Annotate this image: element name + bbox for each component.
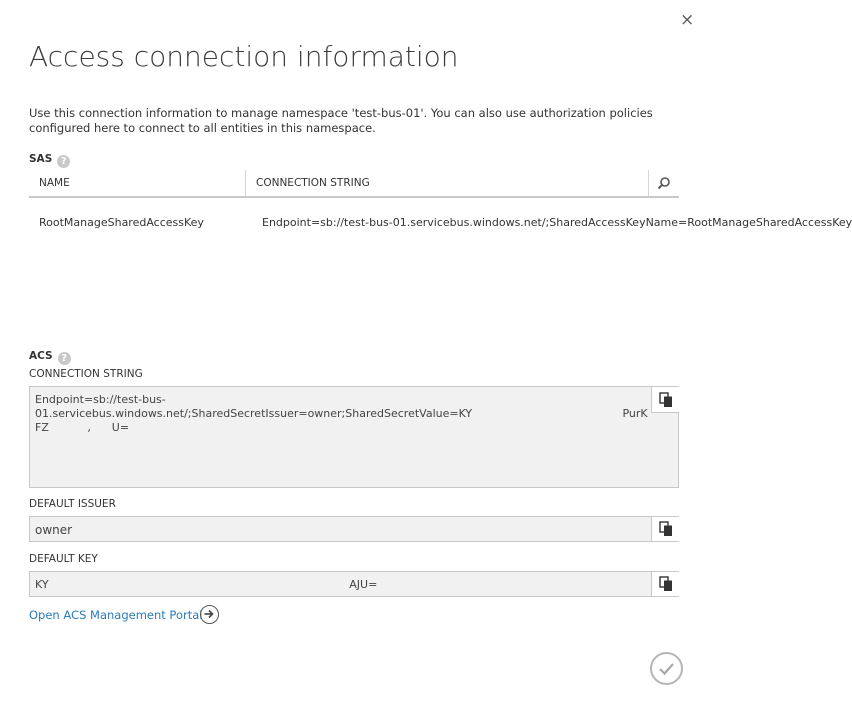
connection-string-text [35,393,650,435]
copy-icon[interactable] [651,387,679,413]
connection-string-line: 01.servicebus.windows.net/;SharedSecretIssuer=owner;SharedSecretValue=KY PurK [35,407,648,420]
default-issuer-value: owner [35,523,73,537]
sas-heading [29,153,70,168]
default-key-field[interactable] [29,571,679,597]
default-issuer-field[interactable] [29,516,679,542]
default-key-value: KY AJU= [35,578,378,591]
sas-heading-label: SAS [29,153,53,165]
default-key-label: DEFAULT KEY [29,553,98,565]
help-icon[interactable]: ? [58,352,71,365]
connection-string-line: Endpoint=sb://test-bus- [35,393,166,406]
arrow-right-circle-icon[interactable] [200,605,219,624]
search-icon[interactable] [649,170,679,196]
table-row-connection-string[interactable]: Endpoint=sb://test-bus-01.servicebus.windows.net/;SharedAccessKeyName=RootManageSharedAccessKey [262,216,852,229]
acs-heading-label: ACS [29,350,53,362]
acs-heading [29,350,71,365]
dialog-title: Access connection information [29,40,459,73]
copy-icon[interactable] [651,572,679,596]
sas-table-header [29,170,679,198]
close-icon[interactable]: × [680,10,695,30]
open-acs-portal-link[interactable]: Open ACS Management Portal [29,608,203,622]
copy-icon[interactable] [651,517,679,541]
dialog-description: Use this connection information to manage namespace 'test-bus-01'. You can also use authorization policies configured here to connect to all entities in this namespace. [29,106,653,135]
connection-string-line: FZ , U= [35,421,130,434]
help-icon[interactable]: ? [57,155,70,168]
connection-string-label: CONNECTION STRING [29,368,143,380]
default-issuer-label: DEFAULT ISSUER [29,498,116,510]
column-header-connection-string[interactable]: CONNECTION STRING [246,170,649,196]
table-row-name[interactable]: RootManageSharedAccessKey [39,216,204,229]
checkmark-circle-icon[interactable] [650,652,683,685]
column-header-name[interactable]: NAME [29,170,246,196]
connection-string-field[interactable] [29,386,679,488]
